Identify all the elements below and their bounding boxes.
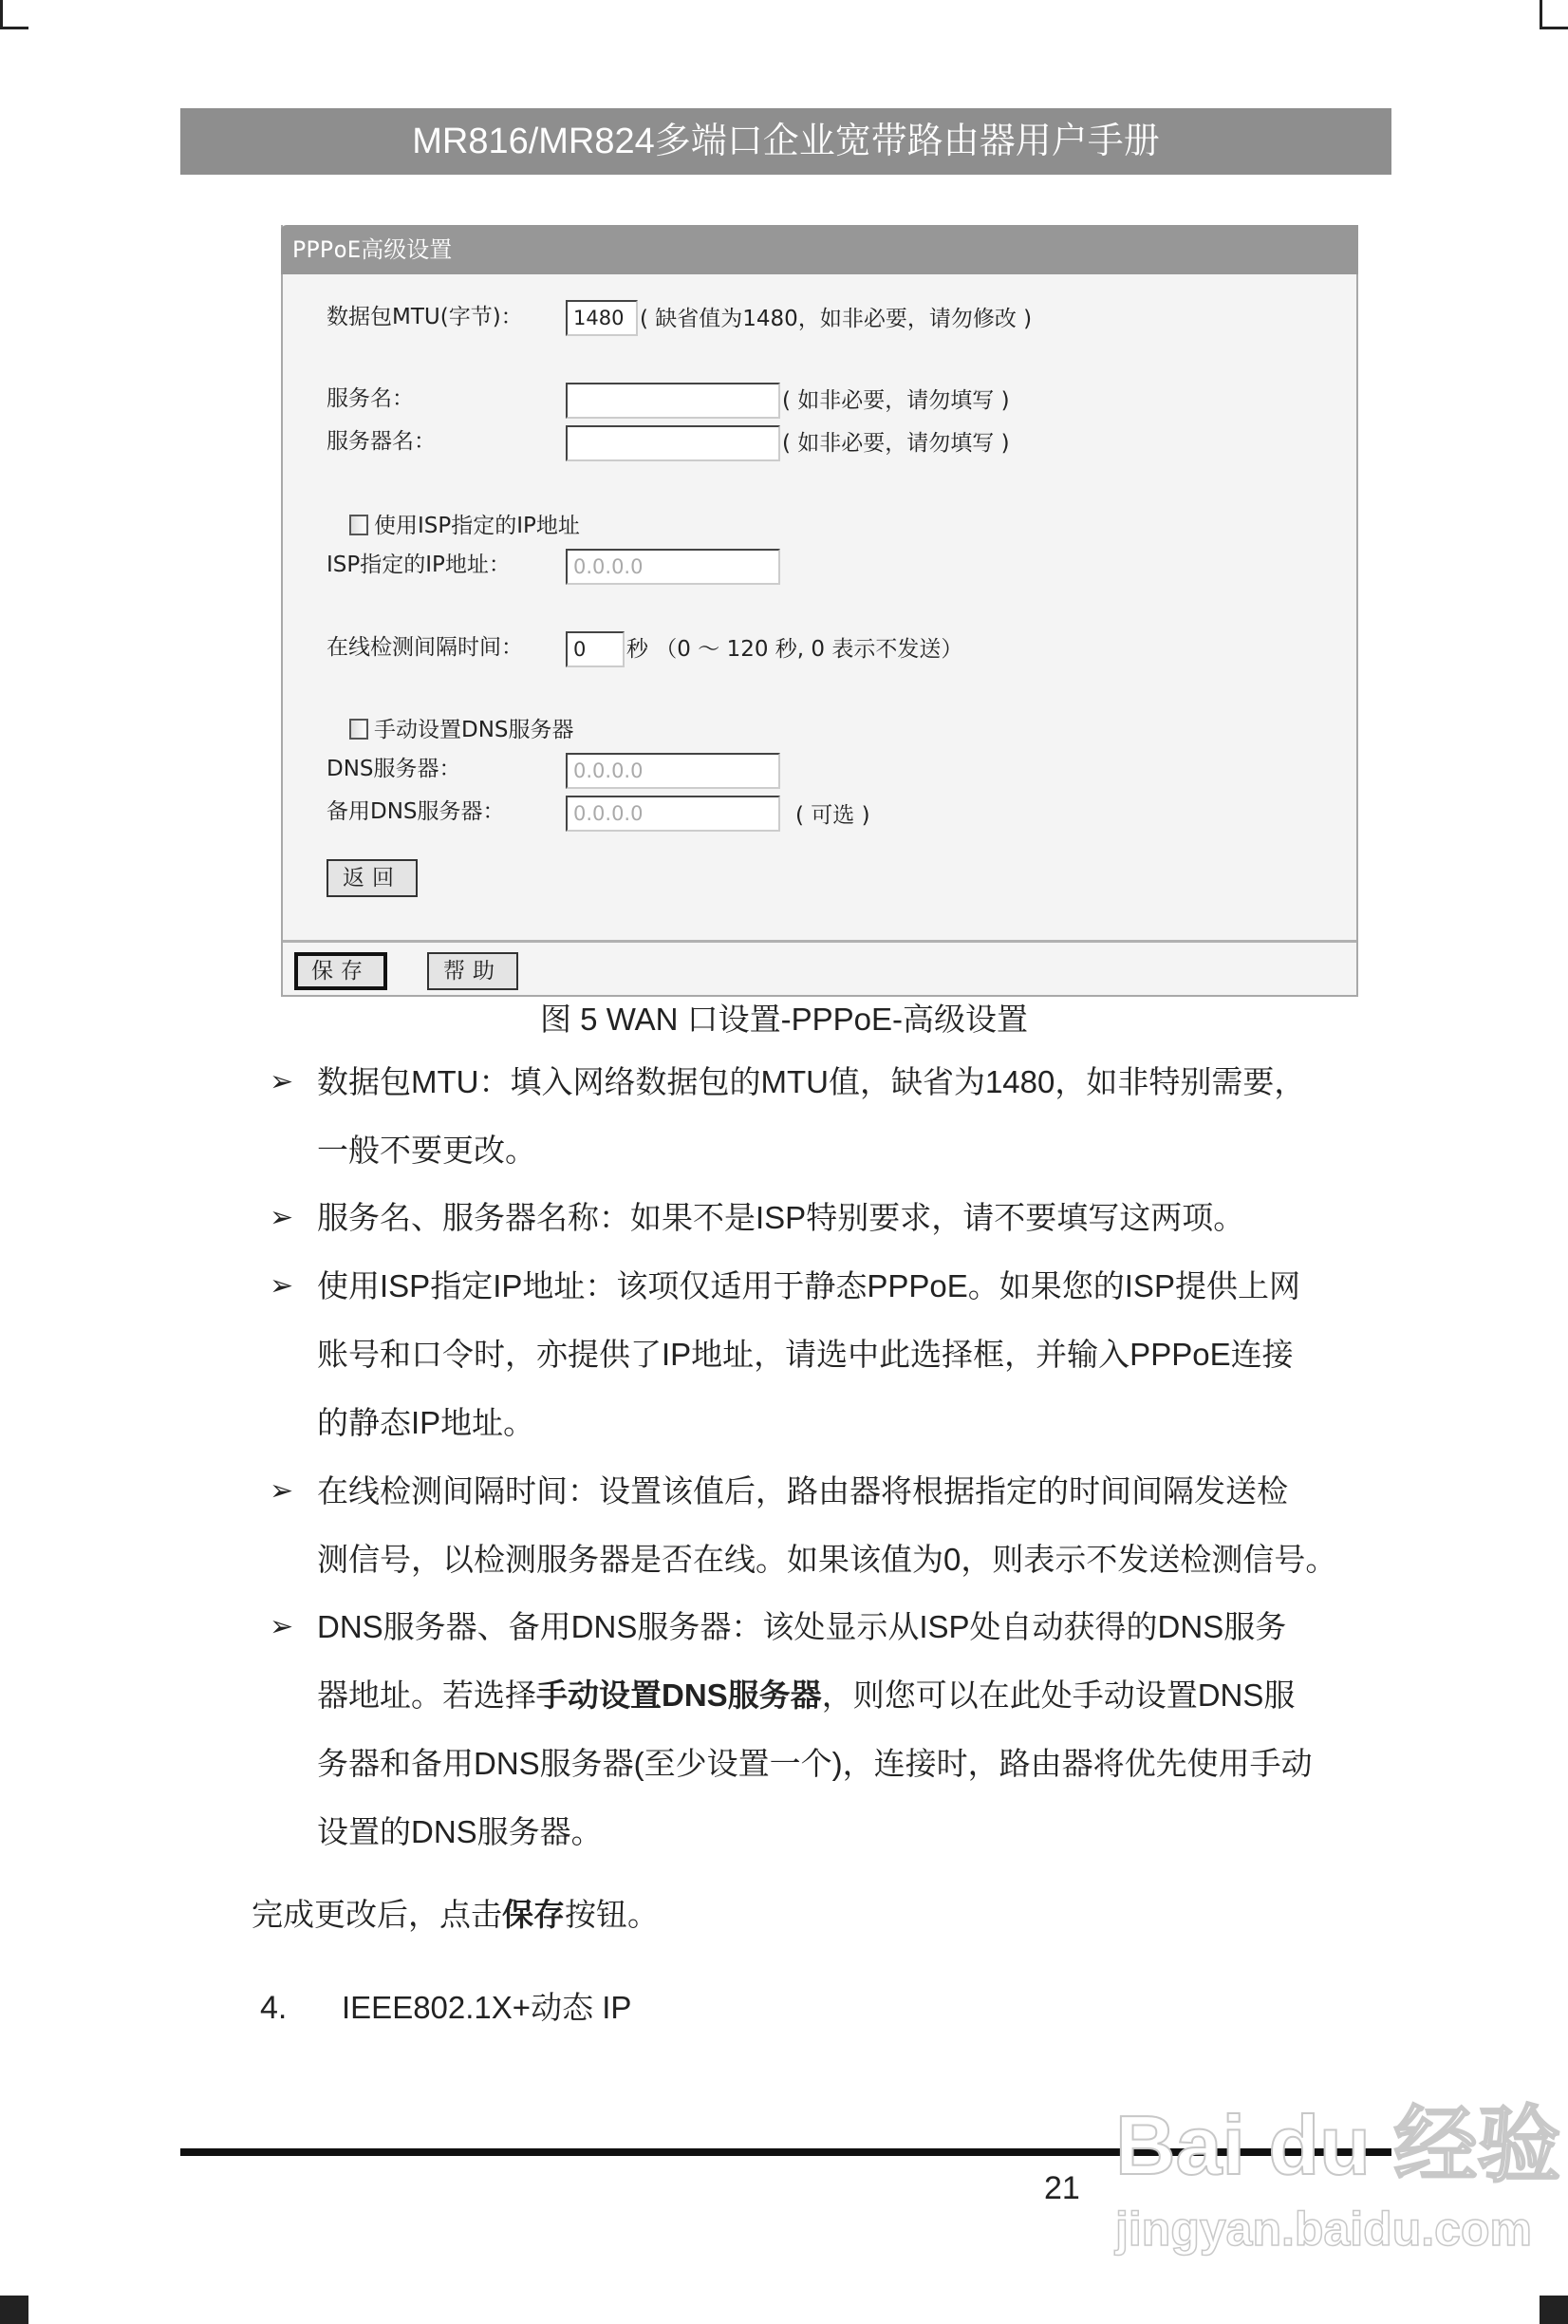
manual-dns-label: 手动设置DNS服务器 [374,718,574,742]
save-button[interactable]: 保存 [294,952,387,990]
dns-backup-label: 备用DNS服务器： [327,799,505,824]
bullet-text: 账号和口令时，亦提供了IP地址，请选中此选择框，并输入PPPoE连接 [317,1337,1294,1372]
bullet-arrow-icon: ➢ [270,1270,294,1302]
panel-title: PPPoE高级设置 [281,225,1358,274]
crop-mark [1540,0,1542,28]
server-name-label: 服务器名： [327,429,436,454]
bullet-text: 使用ISP指定IP地址：该项仅适用于静态PPPoE。如果您的ISP提供上网 [317,1268,1300,1303]
divider [283,940,1356,943]
mtu-input[interactable]: 1480 [566,300,638,336]
bullet-text-bold: 手动设置DNS服务器 [536,1677,822,1713]
bullet-arrow-icon: ➢ [270,1611,294,1642]
server-name-input[interactable] [566,425,780,461]
dns-backup-input[interactable]: 0.0.0.0 [566,796,780,832]
back-button[interactable]: 返回 [327,859,418,897]
service-name-hint: ( 如非必要，请勿填写 ) [782,388,1010,413]
manual-header: MR816/MR824多端口企业宽带路由器用户手册 [180,108,1391,175]
crop-mark [0,27,28,29]
footer-note-text: 按钮。 [565,1897,659,1932]
service-name-label: 服务名： [327,386,414,411]
bullet-text: DNS服务器、备用DNS服务器：该处显示从ISP处自动获得的DNS服务 [317,1609,1287,1644]
dns-label: DNS服务器： [327,757,461,781]
page-number: 21 [1044,2170,1080,2206]
bullet-text: 的静态IP地址。 [317,1405,535,1440]
crop-mark [0,2296,28,2324]
figure-caption: 图 5 WAN 口设置-PPPoE-高级设置 [540,1002,1028,1037]
manual-dns-checkbox[interactable] [349,719,368,740]
dns-backup-hint: ( 可选 ) [795,803,870,828]
interval-hint: 秒 （0 ～ 120 秒, 0 表示不发送） [626,637,963,662]
isp-ip-input[interactable]: 0.0.0.0 [566,549,780,585]
mtu-hint: ( 缺省值为1480，如非必要，请勿修改 ) [640,307,1033,331]
service-name-input[interactable] [566,383,780,419]
interval-input[interactable]: 0 [566,631,625,667]
crop-mark [0,0,3,28]
bullet-text: 一般不要更改。 [317,1133,536,1168]
section-title: IEEE802.1X+动态 IP [342,1990,632,2025]
baidu-watermark-logo: Bai du 经验 [1115,2098,1561,2192]
bullet-text: 务器和备用DNS服务器(至少设置一个)，连接时，路由器将优先使用手动 [317,1746,1313,1781]
bullet-text: 数据包MTU：填入网络数据包的MTU值，缺省为1480，如非特别需要， [317,1064,1306,1099]
isp-ip-label: ISP指定的IP地址： [327,553,511,577]
bullet-text-part: ，则您可以在此处手动设置DNS服 [821,1677,1296,1713]
use-isp-ip-checkbox[interactable] [349,515,368,535]
footer-note [252,1896,659,1934]
crop-mark [1540,27,1568,29]
bullet-text [317,1677,1295,1715]
crop-mark [1540,2296,1568,2324]
use-isp-ip-label: 使用ISP指定的IP地址 [374,514,580,538]
bullet-text: 测信号，以检测服务器是否在线。如果该值为0，则表示不发送检测信号。 [317,1542,1337,1577]
bullet-arrow-icon: ➢ [270,1475,294,1507]
mtu-label: 数据包MTU(字节)： [327,305,523,329]
footer-note-text: 完成更改后，点击 [252,1897,502,1932]
pppoe-advanced-panel [281,225,1358,997]
interval-label: 在线检测间隔时间： [327,635,523,660]
bullet-text: 在线检测间隔时间：设置该值后，路由器将根据指定的时间间隔发送检 [317,1473,1288,1509]
baidu-watermark-url: jingyan.baidu.com [1115,2202,1532,2256]
bullet-arrow-icon: ➢ [270,1202,294,1233]
bullet-text: 设置的DNS服务器。 [317,1814,603,1849]
bullet-text: 服务名、服务器名称：如果不是ISP特别要求，请不要填写这两项。 [317,1200,1245,1235]
dns-input[interactable]: 0.0.0.0 [566,753,780,789]
server-name-hint: ( 如非必要，请勿填写 ) [782,431,1010,456]
footer-note-bold: 保存 [502,1897,565,1932]
help-button[interactable]: 帮助 [427,952,518,990]
bullet-text-part: 器地址。若选择 [317,1677,536,1713]
bullet-arrow-icon: ➢ [270,1066,294,1097]
section-number: 4. [260,1990,288,2026]
